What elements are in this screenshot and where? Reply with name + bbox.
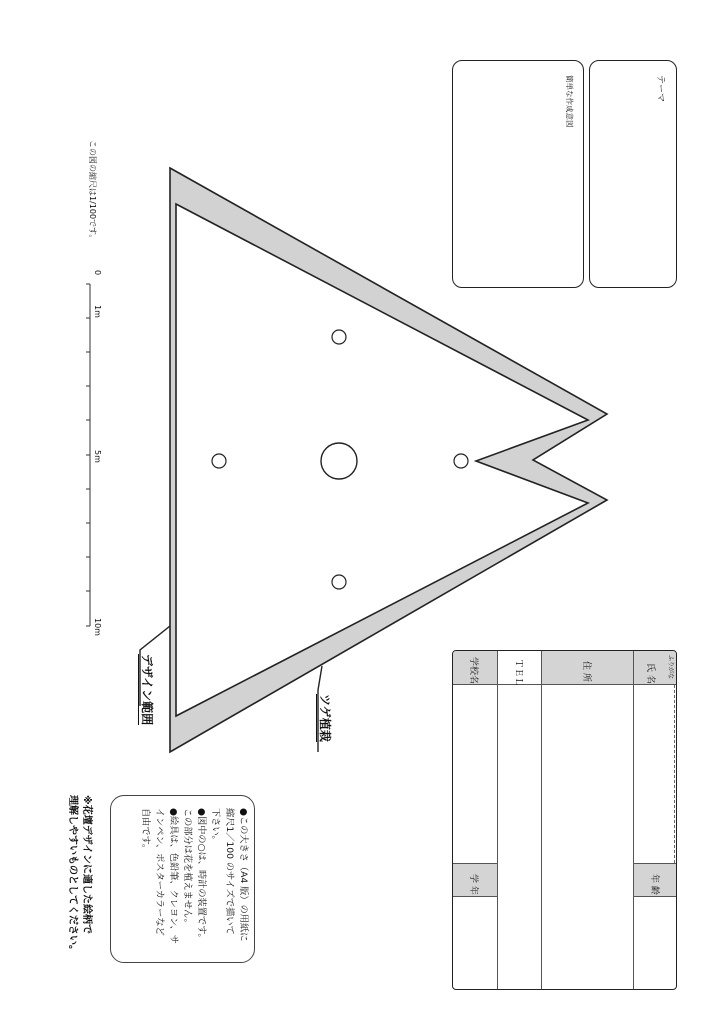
footer-line-1: ※花壇デザインに適した絵柄で: [81, 795, 92, 935]
sketch-intent-label: 簡単な作成意図: [565, 75, 574, 128]
sketch-intent-box[interactable]: [452, 60, 584, 288]
note-line-1: ●この大きさ（A4 版）の用紙に: [238, 808, 249, 942]
notes-box: [110, 795, 255, 963]
clock-center-circle: [321, 443, 357, 479]
tsuge-planting-label: ツゲ植栽: [318, 694, 332, 742]
design-range-label: デザイン範囲: [140, 654, 154, 726]
theme-box[interactable]: [589, 60, 677, 288]
address-label: 住 所: [581, 661, 591, 682]
age-header: [634, 863, 677, 897]
scale-bar: [86, 284, 90, 626]
school-label: 学校名: [468, 657, 478, 685]
tel-header: [498, 651, 541, 685]
note-line-3: 下さい。: [210, 808, 221, 845]
address-header: [542, 651, 633, 685]
name-label: 氏 名: [645, 663, 655, 684]
note-line-7: インペン、ポスターカラーなど: [154, 808, 165, 936]
note-line-5: この部分は花を植えません。: [182, 808, 193, 928]
tel-label: ＴＥＬ: [513, 659, 523, 687]
school-header: [453, 651, 497, 685]
furigana-divider: [674, 685, 675, 863]
age-label: 年 齢: [649, 874, 659, 895]
note-line-4: ●図中の○は、時計の装置です。: [196, 808, 207, 943]
clock-circle-top: [332, 330, 346, 344]
tel-column[interactable]: [497, 651, 541, 989]
entry-info-table: [452, 650, 677, 990]
clock-circle-left: [212, 454, 226, 468]
scale-tick-5m: 5m: [93, 450, 102, 463]
footer-line-2: 理解しやすいものとしてください。: [67, 795, 78, 955]
scale-tick-10m: 10m: [93, 618, 102, 636]
school-column[interactable]: [453, 651, 497, 989]
note-line-8: 自由です。: [140, 808, 151, 854]
note-line-6: ●絵具は、色鉛筆、クレヨン、サ: [168, 808, 179, 944]
school-year-header: [453, 863, 497, 897]
clock-circle-bottom: [332, 575, 346, 589]
note-line-2: 縮尺1／100 のサイズで描いて: [224, 808, 235, 935]
address-column[interactable]: [541, 651, 633, 989]
scale-tick-1m: 1m: [93, 305, 102, 318]
scale-tick-0: 0: [93, 270, 102, 276]
name-header: [634, 651, 677, 685]
scale-note: この図の縮尺は1/100です。: [88, 140, 97, 243]
clock-circle-right: [454, 454, 468, 468]
theme-label: テーマ: [655, 75, 665, 103]
school-year-label: 学 年: [468, 874, 478, 895]
name-column[interactable]: [633, 651, 677, 989]
furigana-label: ふりがな: [667, 655, 674, 680]
